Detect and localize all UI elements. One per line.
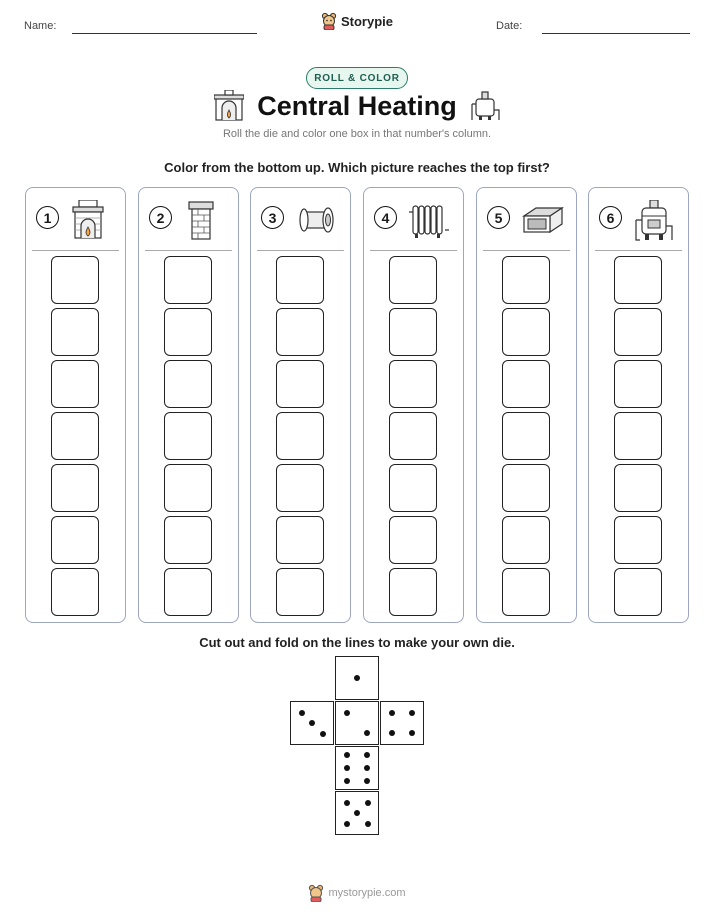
color-box[interactable] (614, 412, 662, 460)
page-title: Central Heating (257, 91, 457, 121)
bear-icon (308, 884, 324, 902)
color-box[interactable] (276, 256, 324, 304)
color-box[interactable] (51, 464, 99, 512)
color-box[interactable] (51, 516, 99, 564)
radiator-icon (409, 200, 449, 240)
column-4 (363, 187, 464, 623)
die-face-3 (290, 701, 334, 745)
die-pip (389, 730, 395, 736)
boiler-icon (634, 200, 674, 244)
color-box[interactable] (51, 256, 99, 304)
color-box[interactable] (164, 360, 212, 408)
color-box[interactable] (614, 308, 662, 356)
color-box[interactable] (51, 360, 99, 408)
brand-logo (0, 12, 714, 30)
color-box[interactable] (502, 308, 550, 356)
cut-instruction: Cut out and fold on the lines to make your own die. (199, 635, 515, 650)
color-box[interactable] (276, 412, 324, 460)
color-box[interactable] (614, 256, 662, 304)
color-box[interactable] (276, 516, 324, 564)
pipe-icon (296, 200, 336, 240)
die-face-6 (335, 746, 379, 790)
color-box[interactable] (502, 360, 550, 408)
die-pip (344, 752, 350, 758)
die-pip (344, 765, 350, 771)
die-pip (364, 778, 370, 784)
column-divider (370, 250, 457, 251)
column-divider (483, 250, 570, 251)
die-pip (299, 710, 305, 716)
column-6 (588, 187, 689, 623)
name-line[interactable] (72, 33, 257, 34)
color-box[interactable] (389, 568, 437, 616)
bear-icon (321, 12, 337, 30)
die-pip (344, 821, 350, 827)
footer (0, 884, 714, 902)
column-number: 3 (261, 206, 284, 229)
color-box[interactable] (389, 308, 437, 356)
color-box[interactable] (614, 516, 662, 564)
die-face-2 (335, 701, 379, 745)
die-pip (365, 800, 371, 806)
page-subtitle: Roll the die and color one box in that number's column. (222, 128, 492, 140)
column-2 (138, 187, 239, 623)
color-box[interactable] (164, 308, 212, 356)
color-box[interactable] (614, 360, 662, 408)
die-face-1 (335, 656, 379, 700)
footer-url: mystorypie.com (328, 887, 406, 899)
color-box[interactable] (51, 568, 99, 616)
name-label: Name: (24, 20, 57, 32)
die-net (290, 656, 425, 836)
column-divider (257, 250, 344, 251)
color-box[interactable] (51, 412, 99, 460)
color-box[interactable] (276, 464, 324, 512)
color-box[interactable] (389, 412, 437, 460)
color-box[interactable] (164, 516, 212, 564)
column-number: 2 (149, 206, 172, 229)
instruction-text: Color from the bottom up. Which picture reaches the top first? (164, 160, 550, 175)
color-box[interactable] (164, 256, 212, 304)
color-box[interactable] (502, 256, 550, 304)
color-box[interactable] (389, 256, 437, 304)
die-pip (389, 710, 395, 716)
column-divider (32, 250, 119, 251)
die-face-5 (335, 791, 379, 835)
die-pip (344, 710, 350, 716)
date-label: Date: (496, 20, 523, 32)
color-box[interactable] (389, 516, 437, 564)
color-box[interactable] (164, 412, 212, 460)
column-5 (476, 187, 577, 623)
color-box[interactable] (389, 360, 437, 408)
column-1 (25, 187, 126, 623)
die-pip (409, 730, 415, 736)
color-box[interactable] (276, 568, 324, 616)
duct-icon (522, 200, 564, 240)
die-face-4 (380, 701, 424, 745)
die-pip (354, 675, 360, 681)
die-pip (365, 821, 371, 827)
fireplace-icon (71, 200, 105, 240)
color-box[interactable] (389, 464, 437, 512)
die-pip (364, 752, 370, 758)
die-pip (344, 778, 350, 784)
color-box[interactable] (276, 308, 324, 356)
column-3 (250, 187, 351, 623)
die-pip (309, 720, 315, 726)
column-divider (595, 250, 682, 251)
color-box[interactable] (502, 464, 550, 512)
color-box[interactable] (614, 568, 662, 616)
die-pip (364, 765, 370, 771)
column-number: 5 (487, 206, 510, 229)
color-box[interactable] (502, 412, 550, 460)
color-box[interactable] (502, 516, 550, 564)
column-number: 6 (599, 206, 622, 229)
column-divider (145, 250, 232, 251)
activity-badge: ROLL & COLOR (306, 67, 408, 89)
color-box[interactable] (614, 464, 662, 512)
brand-name: Storypie (340, 13, 393, 29)
color-box[interactable] (276, 360, 324, 408)
die-pip (354, 810, 360, 816)
color-box[interactable] (164, 464, 212, 512)
die-pip (344, 800, 350, 806)
die-pip (364, 730, 370, 736)
chimney-icon (184, 200, 218, 240)
color-box[interactable] (164, 568, 212, 616)
color-box[interactable] (502, 568, 550, 616)
color-box[interactable] (51, 308, 99, 356)
date-line[interactable] (542, 33, 690, 34)
column-number: 1 (36, 206, 59, 229)
die-pip (409, 710, 415, 716)
column-number: 4 (374, 206, 397, 229)
boiler-icon (470, 90, 500, 122)
die-pip (320, 731, 326, 737)
